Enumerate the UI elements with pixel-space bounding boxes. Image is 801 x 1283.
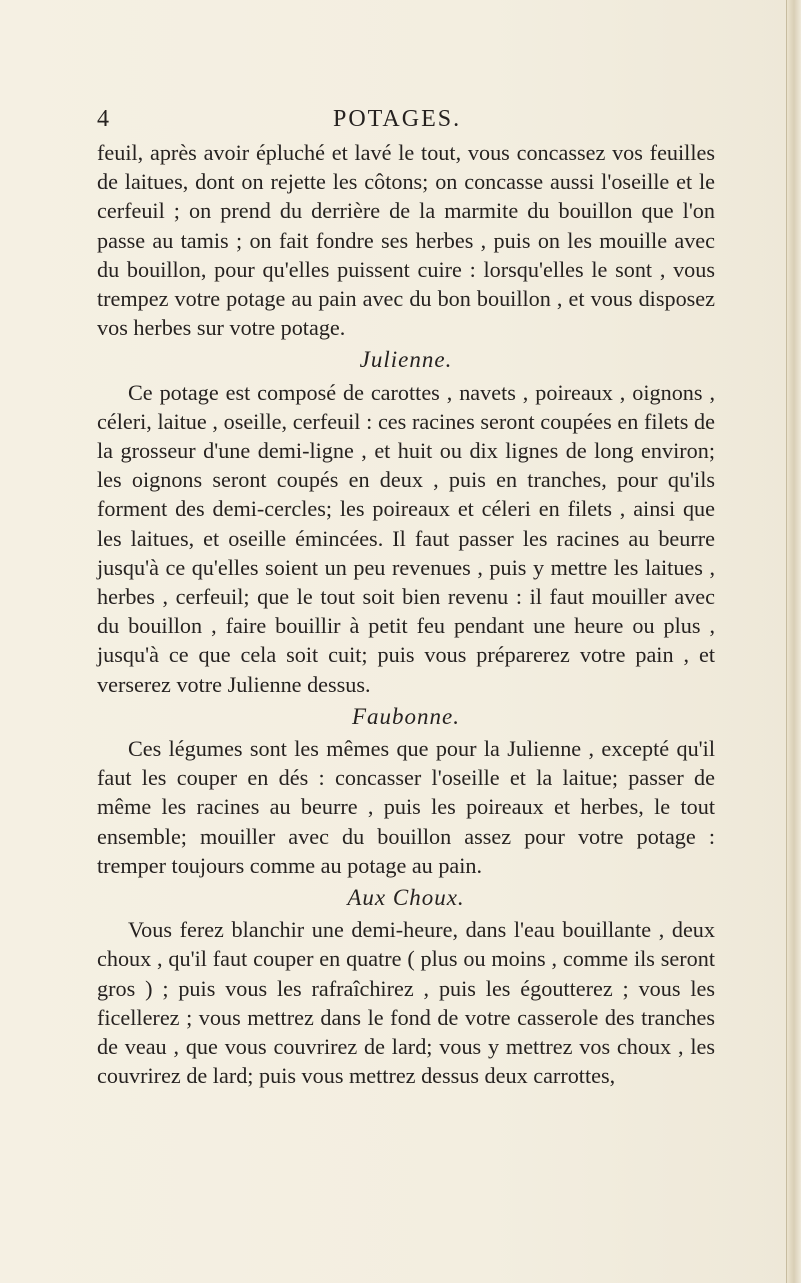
section-text-julienne: Ce potage est composé de carottes , navets , poireaux , oignons , céleri, laitue , oseille, cerfeuil : ces racines seront coupées en filets de la grosseur d'une demi-ligne , et huit ou dix lignes de long environ; les oignons seront coupés en deux , puis en tranches, pour qu'ils forment des demi-cercles; les poireaux et céleri en filets , ainsi que les laitues, et oseille émincées. Il faut passer les racines au beurre jusqu'à ce qu'elles soient un peu revenues , puis y mettre les laitues , herbes , cerfeuil; que le tout soit bien revenu : il faut mouiller avec du bouillon , faire bouillir à petit feu pendant une heure ou plus , jusqu'à ce que cela soit cuit; puis vous préparerez votre pain , et verserez votre Julienne dessus. [97,379,715,697]
section-title-aux-choux: Aux Choux. [347,885,465,911]
section-text-faubonne: Ces légumes sont les mêmes que pour la Julienne , excepté qu'il faut les couper en dés : concasser l'oseille et la laitue; passer de même les racines au beurre , puis les poireaux et herbes, le tout ensemble; mouiller avec du bouillon assez pour votre potage : tremper toujours comme au potage au pain. [97,736,715,878]
running-title: POTAGES. [333,106,462,132]
page-body [97,138,715,1091]
page-number: 4 [97,106,110,132]
page-edge [786,0,801,1283]
intro-paragraph: feuil, après avoir épluché et lavé le tout, vous concassez vos feuilles de laitues, dont on rejette les côtons; on concasse aussi l'oseille et le cerfeuil ; on prend du derrière de la marmite du bouillon que l'on passe au tamis ; on fait fondre ses herbes , puis on les mouille avec du bouillon, pour qu'elles puissent cuire : lorsqu'elles le sont , vous trempez votre potage au pain avec du bon bouillon , et vous disposez vos herbes sur votre potage. [97,140,715,341]
page-header [97,106,709,140]
section-title-julienne: Julienne. [359,347,453,373]
section-text-aux-choux: Vous ferez blanchir une demi-heure, dans l'eau bouillante , deux choux , qu'il faut couper en quatre ( plus ou moins , comme ils seront gros ) ; puis vous les rafraîchirez , puis les égoutterez ; vous les ficellerez ; vous mettrez dans le fond de votre casserole des tranches de veau , que vous couvrirez de lard; vous y mettrez vos choux , les couvrirez de lard; puis vous mettrez dessus deux carrottes, [97,917,715,1089]
section-title-faubonne: Faubonne. [351,703,460,729]
